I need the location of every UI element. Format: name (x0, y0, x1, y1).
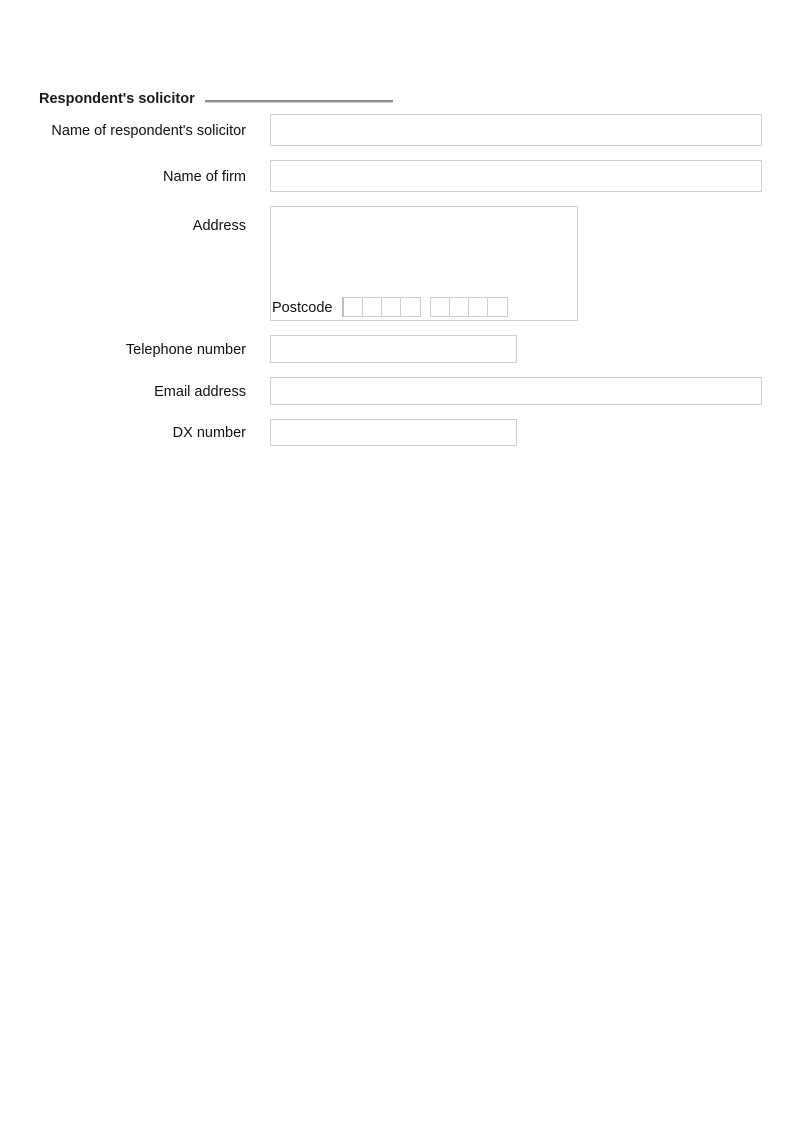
postcode-cell[interactable] (431, 298, 450, 316)
telephone-label: Telephone number (125, 342, 246, 358)
postcode-label: Postcode (272, 300, 333, 316)
solicitor-name-label: Name of respondent's solicitor (51, 123, 246, 139)
postcode-cell[interactable] (382, 298, 401, 316)
dx-number-label: DX number (172, 425, 246, 441)
dx-number-input[interactable] (270, 419, 517, 446)
postcode-inward-group (430, 297, 508, 317)
postcode-cell[interactable] (488, 298, 507, 316)
address-label: Address (192, 218, 246, 234)
postcode-cell[interactable] (450, 298, 469, 316)
email-input[interactable] (270, 377, 762, 405)
firm-name-label: Name of firm (163, 169, 246, 185)
section-divider (205, 100, 393, 103)
email-label: Email address (154, 384, 246, 400)
solicitor-name-input[interactable] (270, 114, 762, 146)
postcode-cell[interactable] (469, 298, 488, 316)
postcode-cell[interactable] (401, 298, 420, 316)
postcode-cell[interactable] (363, 298, 382, 316)
postcode-outward-group (342, 297, 421, 317)
postcode-cell[interactable] (344, 298, 363, 316)
firm-name-input[interactable] (270, 160, 762, 192)
section-title: Respondent's solicitor (39, 91, 195, 107)
telephone-input[interactable] (270, 335, 517, 363)
